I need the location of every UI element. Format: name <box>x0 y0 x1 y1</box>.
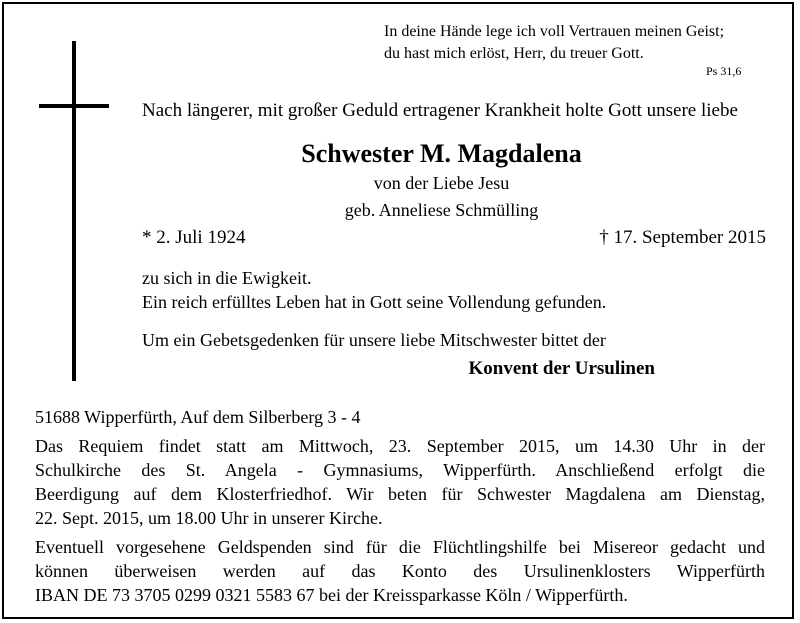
donation-line-2: können überweisen werden auf das Konto des Ursulinenklosters Wipperfürth <box>35 561 765 581</box>
closing-line-1: zu sich in die Ewigkeit. <box>142 268 312 288</box>
intro-text: Nach längerer, mit großer Geduld ertragener Krankheit holte Gott unsere liebe <box>142 100 738 121</box>
requiem-line-3: Beerdigung auf dem Klosterfriedhof. Wir beten für Schwester Magdalena am Dienstag, <box>35 484 765 504</box>
religious-name: von der Liebe Jesu <box>373 173 510 193</box>
prayer-request: Um ein Gebetsgedenken für unsere liebe Mitschwester bittet der <box>142 330 606 350</box>
convent-address: 51688 Wipperfürth, Auf dem Silberberg 3 - 4 <box>35 407 361 427</box>
donation-paragraph <box>35 535 765 607</box>
donation-line-1: Eventuell vorgesehene Geldspenden sind für die Flüchtlingshilfe bei Misereor gedacht und <box>35 537 765 557</box>
cross-horizontal-bar <box>39 104 109 108</box>
closing-text <box>142 266 606 314</box>
death-date: † 17. September 2015 <box>599 227 766 248</box>
requiem-line-4: 22. Sept. 2015, um 18.00 Uhr in unserer Kirche. <box>35 508 383 528</box>
requiem-line-2: Schulkirche des St. Angela - Gymnasiums, Wipperfürth. Anschließend erfolgt die <box>35 460 765 480</box>
deceased-name: Schwester M. Magdalena <box>301 139 582 168</box>
verse-line-2: du hast mich erlöst, Herr, du treuer Gott. <box>384 45 644 62</box>
birth-name: geb. Anneliese Schmülling <box>344 200 539 220</box>
birth-date: * 2. Juli 1924 <box>142 227 246 248</box>
verse-line-1: In deine Hände lege ich voll Vertrauen meinen Geist; <box>384 23 725 40</box>
closing-line-2: Ein reich erfülltes Leben hat in Gott seine Vollendung gefunden. <box>142 292 607 312</box>
requiem-paragraph <box>35 434 765 530</box>
requiem-line-1: Das Requiem findet statt am Mittwoch, 23. September 2015, um 14.30 Uhr in der <box>35 436 765 456</box>
bible-verse <box>384 21 724 65</box>
signature: Konvent der Ursulinen <box>468 358 655 379</box>
donation-line-3: IBAN DE 73 3705 0299 0321 5583 67 bei der Kreissparkasse Köln / Wipperfürth. <box>35 585 628 605</box>
verse-reference: Ps 31,6 <box>706 64 742 78</box>
